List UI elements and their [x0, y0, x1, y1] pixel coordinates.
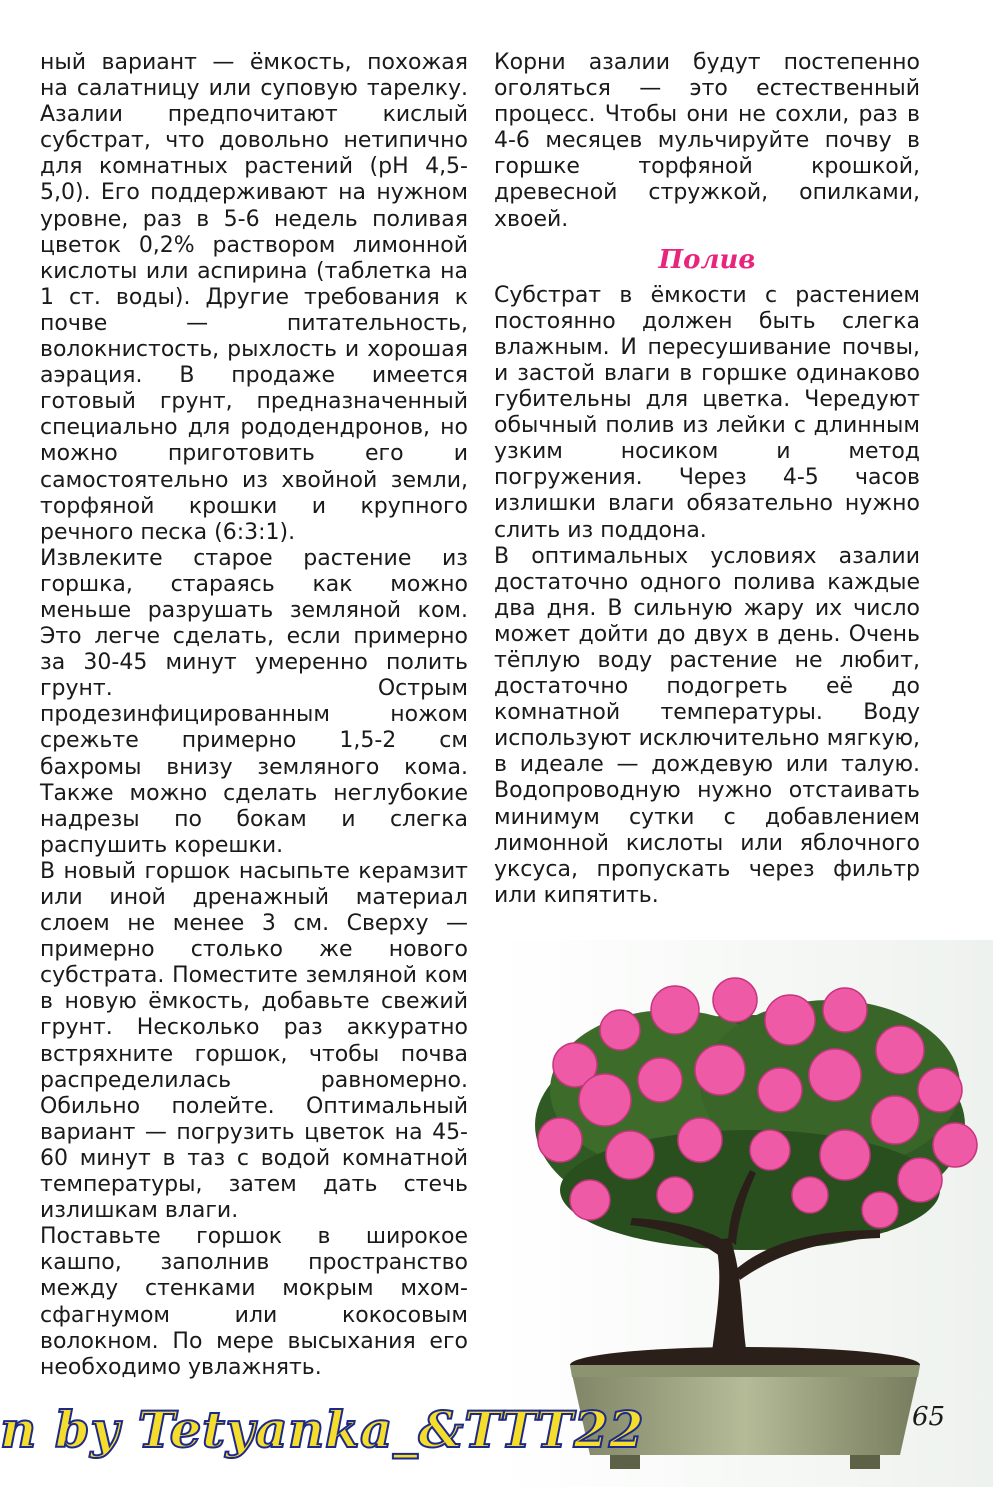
paragraph: Корни азалии будут постепенно оголяться — это естественный процесс. Чтобы они не сохли, раз в 4-6 месяцев мульчируйте почву в горшке торфяной крошкой, древесной стружкой, опилками, хвоей. — [494, 50, 920, 232]
paragraph: Извлеките старое растение из горшка, стараясь как можно меньше разрушать земляной ком. Это легче сделать, если примерно за 30-45 минут умеренно полить грунт. Острым продезинфицированным ножом срежьте примерно 1,5-2 см бахромы внизу земляного кома. Также можно сделать неглубокие надрезы по бокам и слегка распушить корешки. — [40, 545, 468, 858]
section-heading: Полив — [658, 244, 756, 275]
right-column — [494, 50, 920, 909]
paragraph: В новый горшок насыпьте керамзит или иной дренажный материал слоем не менее 3 см. Сверху — примерно столько же нового субстрата. Поместите земляной ком в новую ёмкость, добавьте свежий грунт. Несколько раз аккуратно встряхните горшок, чтобы почва распределилась равномерно. Обильно полейте. Оптимальный вариант — погрузить цветок на 45-60 минут в таз с водой комнатной температуры, затем дать стечь излишкам влаги. — [40, 858, 468, 1224]
paragraph: ный вариант — ёмкость, похожая на салатницу или суповую тарелку. Азалии предпочитают кислый субстрат, что довольно нетипично для комнатных растений (pH 4,5-5,0). Его поддерживают на нужном уровне, раз в 5-6 недель поливая цветок 0,2% раствором лимонной кислоты или аспирина (таблетка на 1 ст. воды). Другие требования к почве — питательность, волокнистость, рыхлость и хорошая аэрация. В продаже имеется готовый грунт, предназначенный специально для рододендронов, но можно приготовить его и самостоятельно из хвойной земли, торфяной крошки и крупного речного песка (6:3:1). — [40, 50, 468, 545]
left-column — [40, 50, 468, 1381]
paragraph: Субстрат в ёмкости с растением постоянно должен быть слегка влажным. И пересушивание почвы, и застой влаги в горшке одинаково губительны для цветка. Чередуют обычный полив из лейки с длинным узким носиком и метод погружения. Через 4-5 часов излишки влаги обязательно нужно слить из поддона. — [494, 282, 920, 543]
watermark: n by Tetyanka_&TTT22 — [0, 1400, 645, 1459]
page-number: 65 — [912, 1402, 946, 1432]
paragraph: Поставьте горшок в широкое кашпо, заполнив пространство между стенками мокрым мхом-сфагнумом или кокосовым волокном. По мере высыхания его необходимо увлажнять. — [40, 1224, 468, 1380]
paragraph: В оптимальных условиях азалии достаточно одного полива каждые два дня. В сильную жару их число может дойти до двух в день. Очень тёплую воду растение не любит, достаточно подогреть её до комнатной температуры. Воду используют исключительно мягкую, в идеале — дождевую или талую. Водопроводную нужно отстаивать минимум сутки с добавлением лимонной кислоты или яблочного уксуса, пропускать через фильтр или кипятить. — [494, 543, 920, 908]
